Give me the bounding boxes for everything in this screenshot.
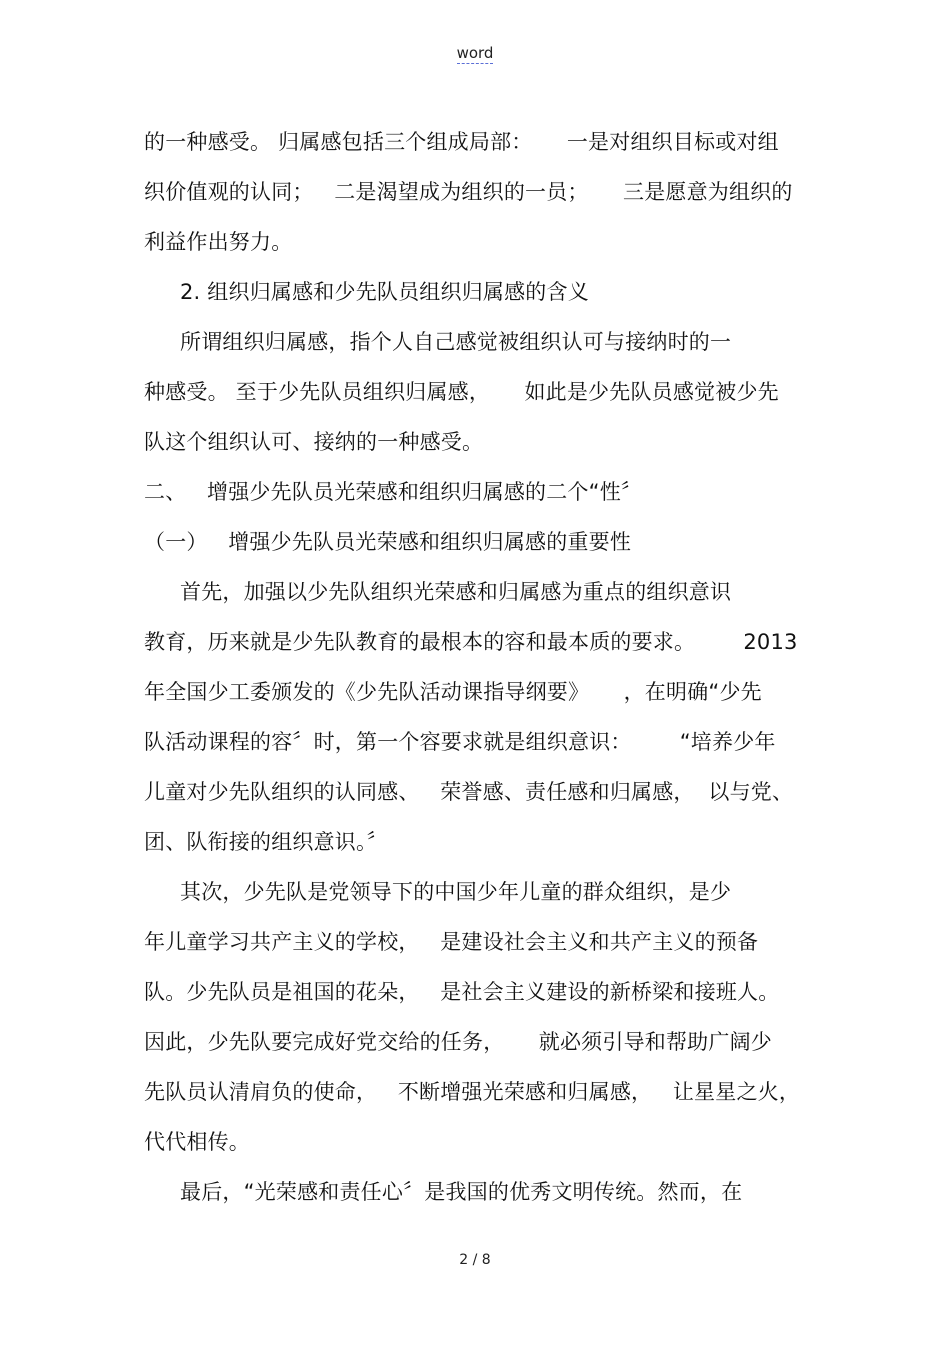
text-line: 队活动课程的容〞时，第一个容要求就是组织意识： “培养少年 <box>144 730 776 754</box>
text-line: 年全国少工委颁发的《少先队活动课指导纲要》 ，在明确“少先 <box>144 680 762 704</box>
text-line: 因此，少先队要完成好党交给的任务， 就必须引导和帮助广阔少 <box>144 1030 772 1054</box>
text-line: 代代相传。 <box>144 1130 250 1154</box>
text-line: 先队员认清肩负的使命， 不断增强光荣感和归属感， 让星星之火， <box>144 1080 801 1104</box>
text-line: 织价值观的认同； 二是渴望成为组织的一员； 三是愿意为组织的 <box>144 180 793 204</box>
document-body <box>144 122 824 1222</box>
text-line: 年儿童学习共产主义的学校， 是建设社会主义和共产主义的预备 <box>144 930 759 954</box>
text-line: 最后，“光荣感和责任心〞是我国的优秀文明传统。然而，在 <box>180 1180 743 1204</box>
text-line: 其次，少先队是党领导下的中国少年儿童的群众组织，是少 <box>180 880 732 904</box>
text-line: 利益作出努力。 <box>144 230 293 254</box>
text-line: 队。少先队员是祖国的花朵， 是社会主义建设的新桥梁和接班人。 <box>144 980 780 1004</box>
text-line: （一） 增强少先队员光荣感和组织归属感的重要性 <box>144 530 632 554</box>
text-line: 的一种感受。 归属感包括三个组成局部： 一是对组织目标或对组 <box>144 130 779 154</box>
page-number: 2 / 8 <box>459 1252 491 1268</box>
text-line: 教育，历来就是少先队教育的最根本的容和最本质的要求。 2013 <box>144 630 798 654</box>
header-title: word <box>456 44 494 62</box>
page-header <box>0 44 950 62</box>
text-line: 团、队衔接的组织意识。〞 <box>144 830 388 854</box>
text-line: 首先，加强以少先队组织光荣感和归属感为重点的组织意识 <box>180 580 732 604</box>
text-line: 2. 组织归属感和少先队员组织归属感的含义 <box>180 280 589 304</box>
text-line: 所谓组织归属感，指个人自己感觉被组织认可与接纳时的一 <box>180 330 732 354</box>
text-line: 二、 增强少先队员光荣感和组织归属感的二个“性〞 <box>144 480 643 504</box>
text-line: 队这个组织认可、接纳的一种感受。 <box>144 430 484 454</box>
text-line: 种感受。 至于少先队员组织归属感， 如此是少先队员感觉被少先 <box>144 380 779 404</box>
text-line: 儿童对少先队组织的认同感、 荣誉感、责任感和归属感， 以与党、 <box>144 780 794 804</box>
